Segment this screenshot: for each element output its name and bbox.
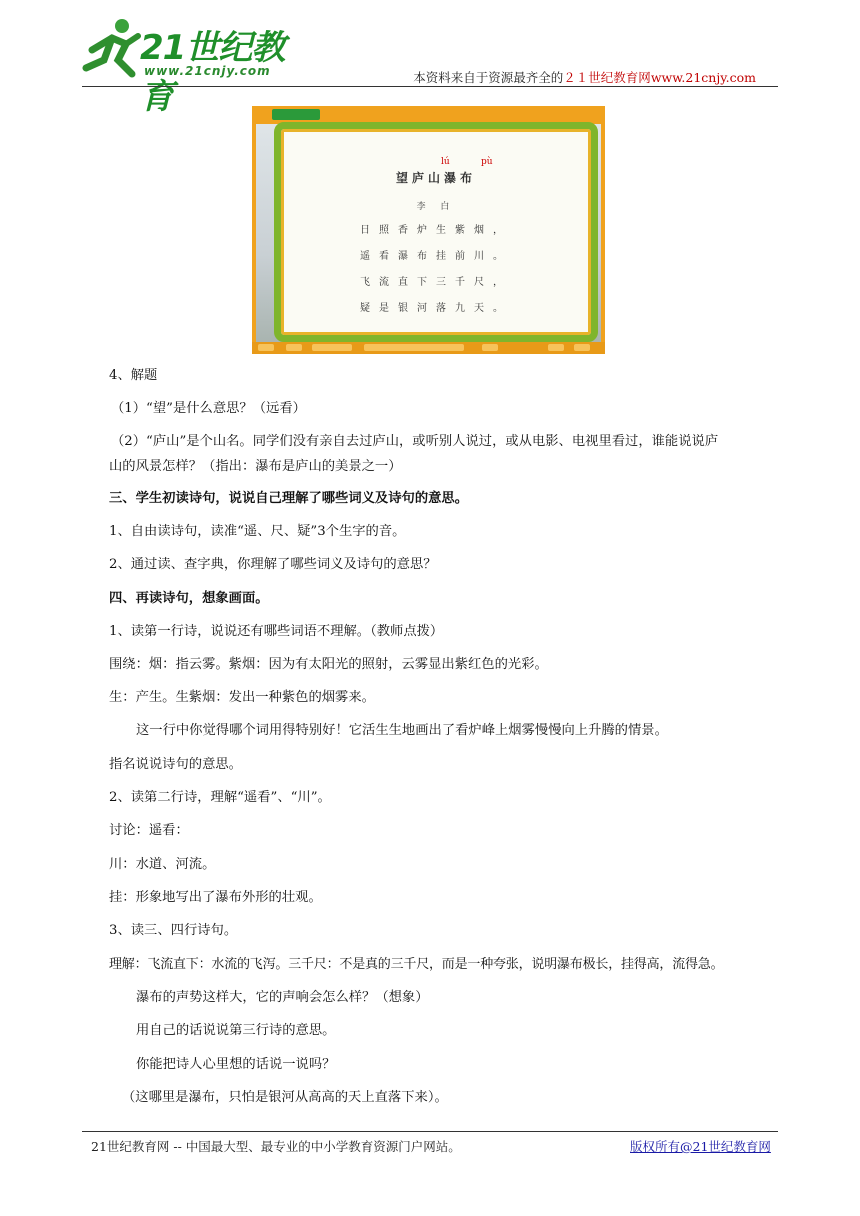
poem-screenshot — [252, 106, 605, 354]
source-site: ２１世纪教育网 — [563, 70, 651, 85]
poem-line: 疑是银河落九天。 — [360, 303, 512, 314]
progress-track — [364, 344, 464, 351]
paragraph: 山的风景怎样？（指出：瀑布是庐山的美景之一） — [109, 459, 402, 474]
paragraph: 生：产生。生紫烟：发出一种紫色的烟雾来。 — [109, 690, 375, 705]
footer-divider — [82, 1131, 778, 1132]
paragraph: 1、自由读诗句，读准“遥、尺、疑”3个生字的音。 — [109, 524, 406, 539]
paragraph: 你能把诗人心里想的话说一说吗？ — [136, 1057, 336, 1072]
section-item: 4、解题 — [109, 368, 158, 383]
site-logo — [82, 16, 302, 117]
paragraph: 2、读第二行诗，理解“遥看”、“川”。 — [109, 790, 331, 805]
runner-logo-icon — [82, 16, 142, 78]
pinyin-lu: lú — [441, 157, 450, 167]
paragraph: 这一行中你觉得哪个词用得特别好！它活生生地画出了看炉峰上烟雾慢慢向上升腾的情景。 — [136, 723, 668, 738]
poem-line: 飞流直下三千尺， — [360, 277, 512, 288]
paragraph: 挂：形象地写出了瀑布外形的壮观。 — [109, 890, 322, 905]
source-url[interactable]: www.21cnjy.com — [650, 70, 756, 85]
control-button — [548, 344, 564, 351]
footer-text: 21世纪教育网 -- 中国最大型、最专业的中小学教育资源门户网站。 — [91, 1139, 461, 1154]
paragraph: （2）“庐山”是个山名。同学们没有亲自去过庐山，或听别人说过，或从电影、电视里看过，谁能说说庐 — [111, 434, 719, 449]
pinyin-pu: pù — [481, 157, 493, 167]
paragraph: 指名说说诗句的意思。 — [109, 757, 242, 772]
control-button — [312, 344, 352, 351]
control-button — [574, 344, 590, 351]
poem-author: 李 白 — [416, 202, 456, 212]
header-divider — [82, 86, 778, 87]
logo-url: www.21cnjy.com — [144, 64, 271, 78]
poem-line: 遥看瀑布挂前川。 — [360, 251, 512, 262]
paragraph: 川：水道、河流。 — [109, 857, 216, 872]
poem-title: 望庐山瀑布 — [395, 171, 476, 185]
page-header — [0, 0, 860, 117]
section-heading: 三、学生初读诗句，说说自己理解了哪些词义及诗句的意思。 — [109, 491, 469, 506]
figure-title-tab — [272, 109, 320, 120]
header-source — [413, 68, 756, 86]
paragraph: 3、读三、四行诗句。 — [109, 923, 238, 938]
paragraph: 围绕：烟：指云雾。紫烟：因为有太阳光的照射，云雾显出紫红色的光彩。 — [109, 657, 548, 672]
paragraph: 理解：飞流直下：水流的飞泻。三千尺：不是真的三千尺，而是一种夸张，说明瀑布极长，挂得高，流得急。 — [109, 957, 724, 972]
paragraph: （这哪里是瀑布，只怕是银河从高高的天上直落下来）。 — [122, 1090, 448, 1105]
paragraph: 2、通过读、查字典，你理解了哪些词义及诗句的意思？ — [109, 557, 437, 572]
source-prefix: 本资料来自于资源最齐全的 — [413, 70, 564, 85]
poem-frame — [274, 122, 598, 342]
paragraph: 瀑布的声势这样大，它的声响会怎么样？（想象） — [136, 990, 429, 1005]
poem-line: 日照香炉生紫烟， — [360, 225, 512, 236]
copyright-link[interactable]: 版权所有@21世纪教育网 — [630, 1139, 771, 1154]
control-button — [482, 344, 498, 351]
section-heading: 四、再读诗句，想象画面。 — [109, 591, 269, 606]
figure-control-bar — [252, 342, 605, 354]
control-button — [286, 344, 302, 351]
paragraph: 1、读第一行诗，说说还有哪些词语不理解。（教师点拨） — [109, 624, 444, 639]
logo-text: 21世纪教育 — [140, 28, 285, 117]
paragraph: （1）“望”是什么意思？（远看） — [111, 401, 306, 416]
paragraph: 讨论：遥看： — [109, 823, 189, 838]
control-button — [258, 344, 274, 351]
paragraph: 用自己的话说说第三行诗的意思。 — [136, 1023, 336, 1038]
